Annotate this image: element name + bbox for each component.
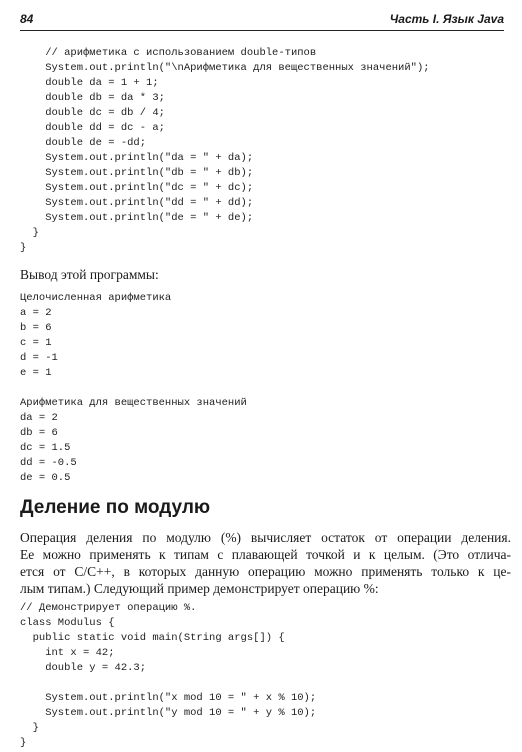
- output-line: b = 6: [20, 322, 52, 334]
- page-header: [20, 10, 504, 31]
- output-line: Целочисленная арифметика: [20, 292, 172, 304]
- section-paragraph: [20, 529, 511, 597]
- code-listing-top: [20, 46, 430, 256]
- code-line: // арифметика с использованием double-типов: [20, 47, 317, 59]
- paragraph-line: Операция деления по модулю (%) вычисляет остаток от операции деления.: [20, 530, 511, 545]
- code-line: System.out.println("dc = " + dc);: [20, 182, 254, 194]
- output-line: dd = -0.5: [20, 457, 77, 469]
- output-line: a = 2: [20, 307, 52, 319]
- page-number: 84: [20, 12, 34, 26]
- code-line: System.out.println("da = " + da);: [20, 152, 254, 164]
- output-line: c = 1: [20, 337, 52, 349]
- program-output: [20, 291, 247, 486]
- code-line: public static void main(String args[]) {: [20, 632, 285, 644]
- output-line: [20, 381, 247, 396]
- code-line: double dd = dc - a;: [20, 122, 165, 134]
- output-line: da = 2: [20, 412, 58, 424]
- code-line: System.out.println("\nАрифметика для вещественных значений");: [20, 62, 430, 74]
- section-heading: Деление по модулю: [20, 497, 211, 518]
- paragraph-line: лым типам.) Следующий пример демонстрирует операцию %:: [20, 581, 379, 596]
- code-line: System.out.println("dd = " + dd);: [20, 197, 254, 209]
- output-line: e = 1: [20, 367, 52, 379]
- code-line: System.out.println("db = " + db);: [20, 167, 254, 179]
- code-line: double y = 42.3;: [20, 662, 147, 674]
- code-line: double da = 1 + 1;: [20, 77, 159, 89]
- output-line: d = -1: [20, 352, 58, 364]
- paragraph-line: Ее можно применять к типам с плавающей точкой и к целым. (Это отлича-: [20, 547, 511, 562]
- code-line: // Демонстрирует операцию %.: [20, 602, 197, 614]
- code-line: double db = da * 3;: [20, 92, 165, 104]
- code-line: }: [20, 242, 27, 254]
- output-intro: Вывод этой программы:: [20, 267, 159, 282]
- output-line: de = 0.5: [20, 472, 71, 484]
- output-line: dc = 1.5: [20, 442, 71, 454]
- code-line: double dc = db / 4;: [20, 107, 165, 119]
- code-line: System.out.println("de = " + de);: [20, 212, 254, 224]
- output-line: Арифметика для вещественных значений: [20, 397, 247, 409]
- code-line: int x = 42;: [20, 647, 115, 659]
- code-line: }: [20, 227, 39, 239]
- code-line: }: [20, 737, 27, 749]
- code-line: class Modulus {: [20, 617, 115, 629]
- code-line: }: [20, 722, 39, 734]
- running-title: Часть I. Язык Java: [389, 12, 504, 26]
- code-listing-bottom: [20, 601, 316, 751]
- code-line: System.out.println("x mod 10 = " + x % 10);: [20, 692, 317, 704]
- code-line: [20, 676, 316, 691]
- code-line: double de = -dd;: [20, 137, 147, 149]
- output-line: db = 6: [20, 427, 58, 439]
- code-line: System.out.println("y mod 10 = " + y % 10);: [20, 707, 317, 719]
- paragraph-line: ется от C/C++, в которых данную операцию можно применять только к це-: [20, 564, 511, 579]
